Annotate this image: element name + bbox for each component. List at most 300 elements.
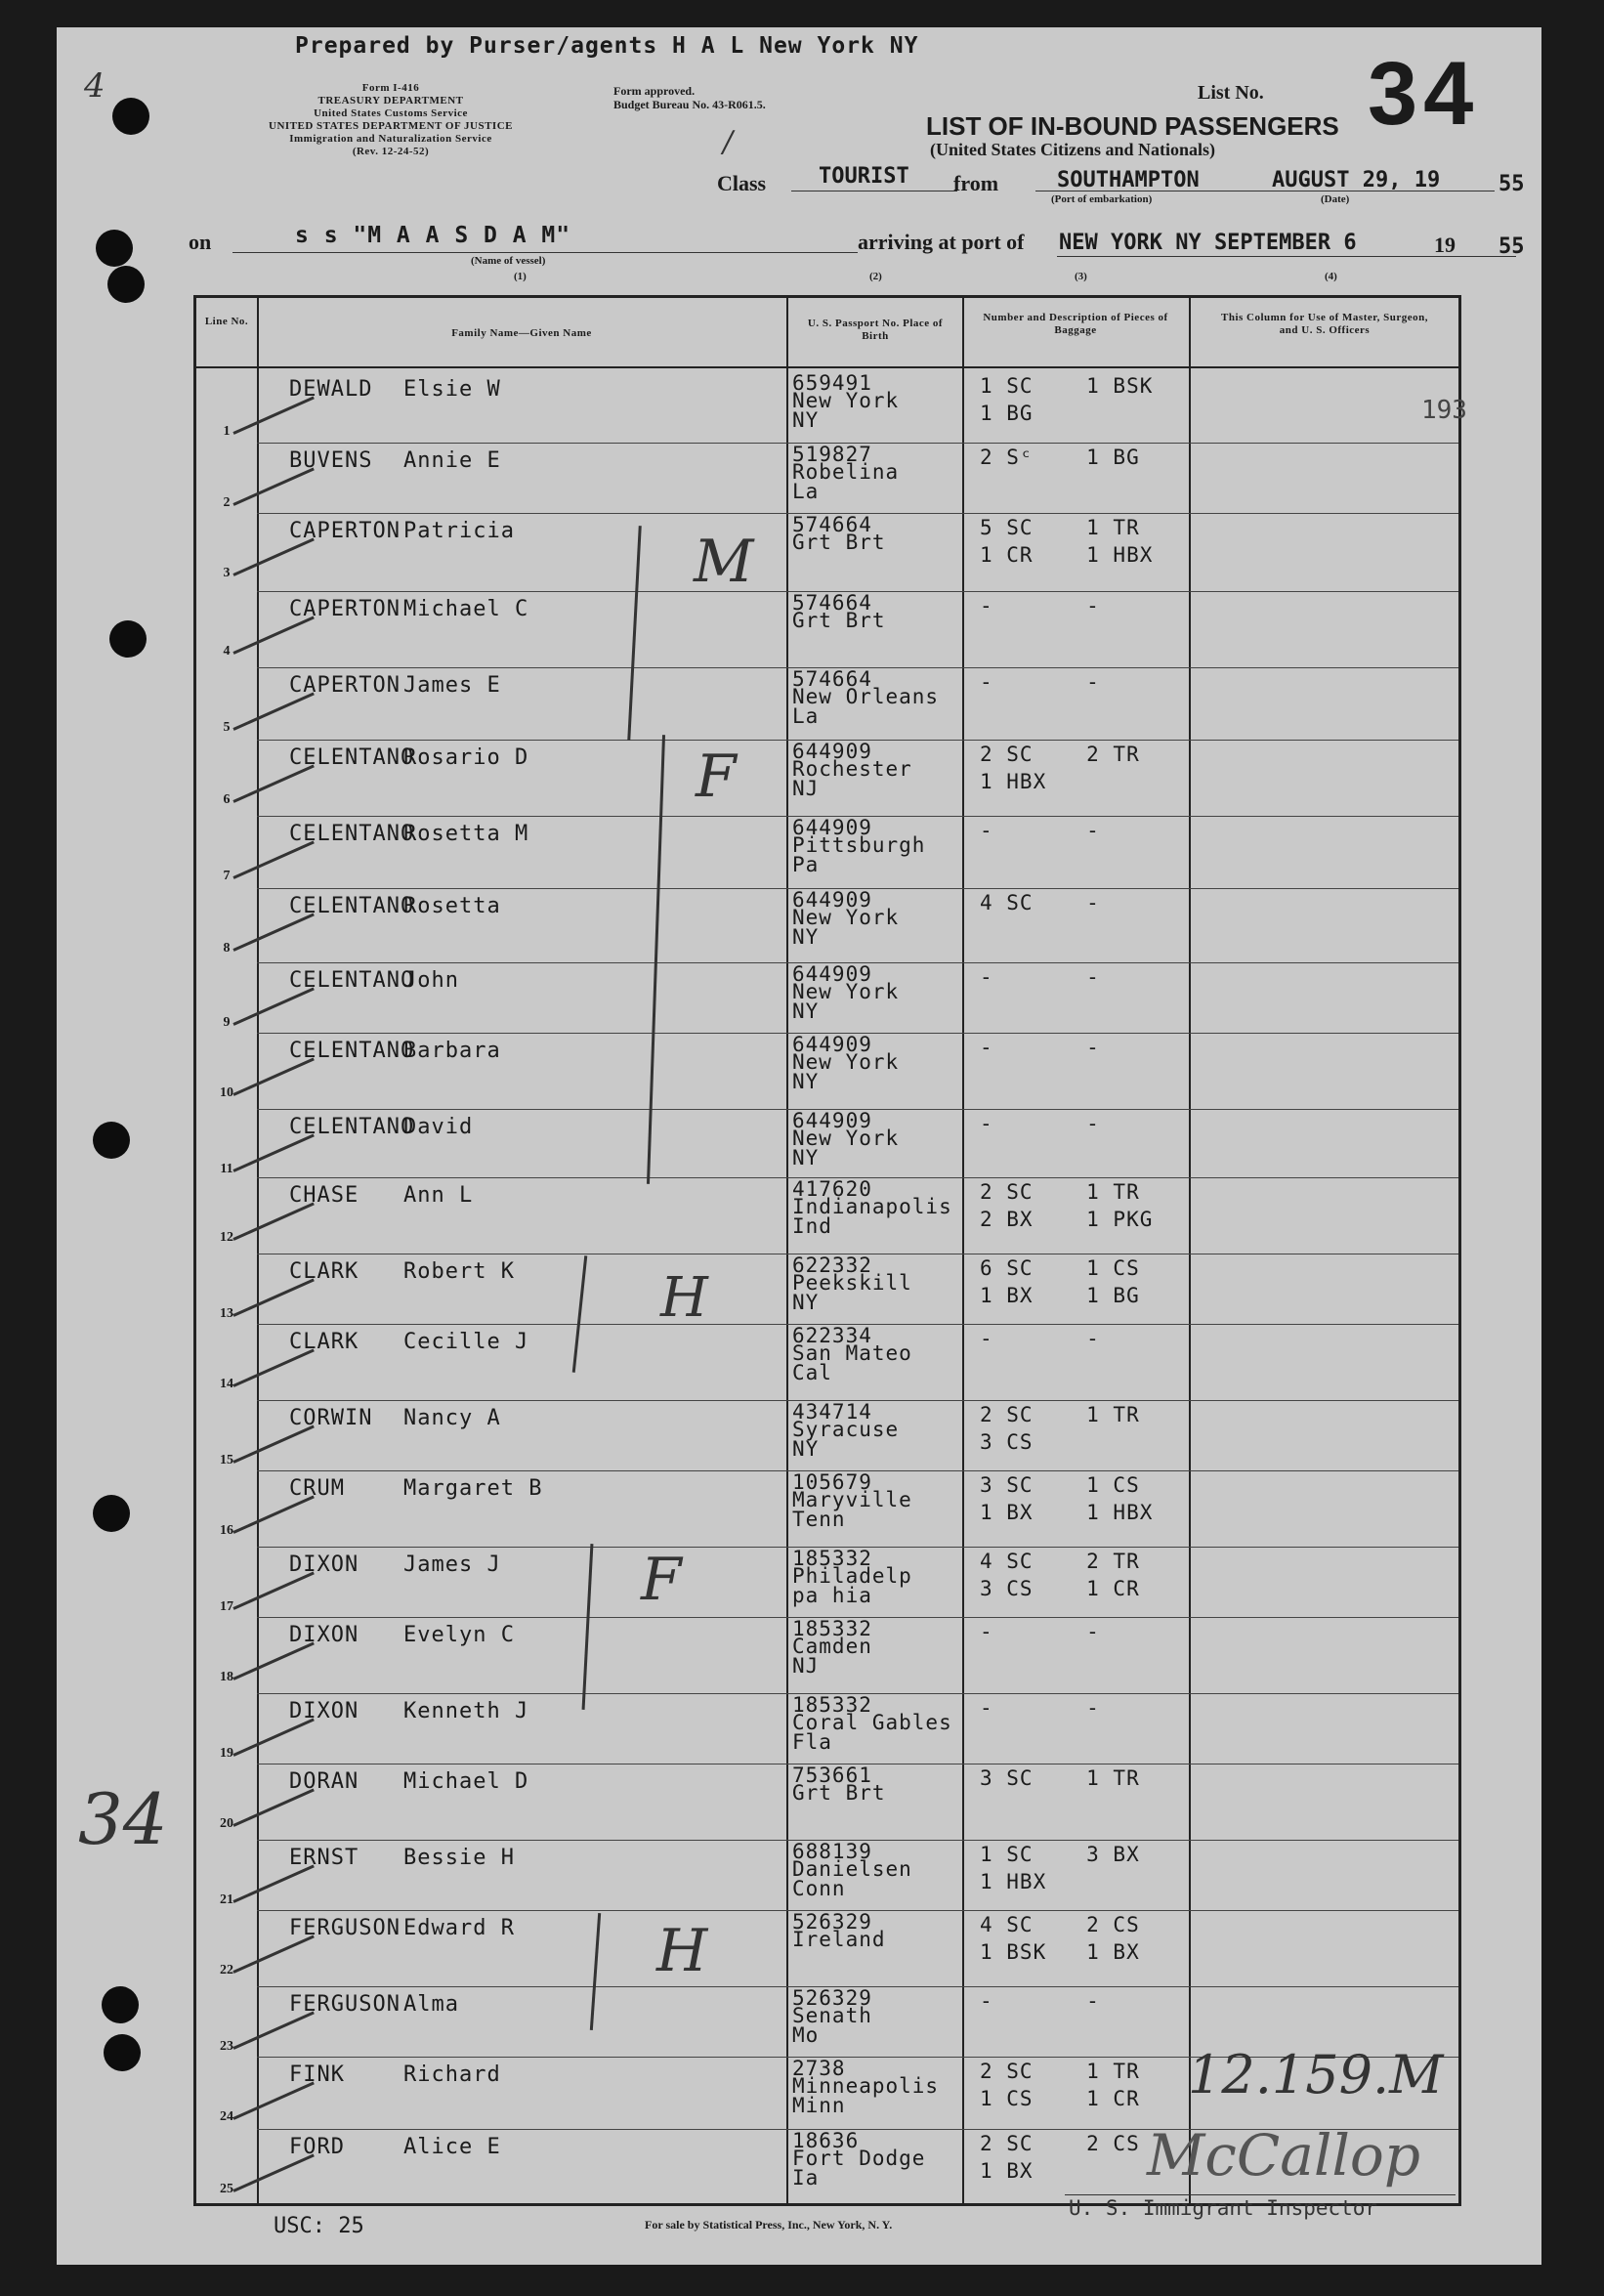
line-number: 22 xyxy=(220,1963,233,1977)
check-mark xyxy=(232,397,314,435)
punch-hole xyxy=(96,230,133,267)
header-officers: This Column for Use of Master, Surgeon, and U. S. Officers xyxy=(1220,312,1428,336)
given-name: Barbara xyxy=(403,1039,501,1063)
line-number: 15 xyxy=(220,1453,233,1467)
printer-note: For sale by Statistical Press, Inc., New York, N. Y. xyxy=(645,2218,893,2232)
punch-hole xyxy=(102,1986,139,2023)
passport-number: 519827 xyxy=(792,443,872,466)
baggage-line-1: 1 SC 3 BX xyxy=(980,1843,1140,1866)
birth-place: Camden xyxy=(792,1635,872,1658)
baggage-line-2: 1 BX 1 HBX xyxy=(980,1501,1154,1524)
vessel-underline xyxy=(232,252,858,253)
passport-number: 185332 xyxy=(792,1547,872,1570)
birth-place-region: NY xyxy=(792,408,820,432)
birth-place: New York xyxy=(792,389,900,412)
row-divider xyxy=(257,740,1458,741)
birth-place-region: NY xyxy=(792,1146,820,1169)
passport-number: 622332 xyxy=(792,1254,872,1277)
given-name: Alma xyxy=(403,1992,459,2017)
baggage-line-1: 2 SC 1 TR xyxy=(980,2060,1140,2083)
given-name: Edward R xyxy=(403,1916,515,1940)
check-mark xyxy=(232,617,314,655)
punch-hole xyxy=(104,2034,141,2071)
table-row xyxy=(196,888,1458,962)
form-approved-block xyxy=(613,84,766,111)
treasury-dept: TREASURY DEPARTMENT xyxy=(317,95,464,106)
birth-place: Danielsen xyxy=(792,1857,912,1881)
given-name: Annie E xyxy=(403,448,501,473)
table-row xyxy=(196,1254,1458,1328)
table-row xyxy=(196,740,1458,814)
birth-place-region: NJ xyxy=(792,1654,820,1678)
port-embark: SOUTHAMPTON xyxy=(1057,168,1200,192)
passport-number: 434714 xyxy=(792,1400,872,1424)
passport-number: 526329 xyxy=(792,1986,872,2010)
row-divider xyxy=(257,1910,1458,1911)
passport-number: 753661 xyxy=(792,1764,872,1787)
birth-place: Indianapolis xyxy=(792,1195,952,1218)
family-name: DORAN xyxy=(289,1769,359,1794)
list-subtitle: (United States Citizens and Nationals) xyxy=(930,140,1216,159)
officer-note: 193 xyxy=(1421,396,1467,425)
table-row xyxy=(196,1547,1458,1621)
form-approved: Form approved. xyxy=(613,84,696,98)
birth-place: Syracuse xyxy=(792,1418,900,1441)
birth-place: Grt Brt xyxy=(792,609,886,632)
passport-number: 185332 xyxy=(792,1693,872,1717)
line-number: 2 xyxy=(223,495,231,510)
check-mark xyxy=(232,914,314,952)
row-divider xyxy=(257,443,1458,444)
birth-place: San Mateo xyxy=(792,1341,912,1365)
birth-place: New York xyxy=(792,1127,900,1150)
port-embark-caption: (Port of embarkation) xyxy=(1051,193,1153,205)
birth-place-region: NY xyxy=(792,1291,820,1314)
check-mark xyxy=(232,1203,314,1241)
baggage-line-2: 1 BSK 1 BX xyxy=(980,1940,1140,1964)
birth-place-region: NJ xyxy=(792,777,820,800)
birth-place: Pittsburgh xyxy=(792,833,926,857)
check-mark xyxy=(232,1572,314,1610)
birth-place-region: NY xyxy=(792,1437,820,1461)
given-name: Bessie H xyxy=(403,1846,515,1870)
given-name: John xyxy=(403,968,459,993)
arriving-label: arriving at port of xyxy=(858,230,1025,254)
table-row xyxy=(196,1400,1458,1474)
baggage-line-2: 1 HBX xyxy=(980,770,1047,793)
passport-number: 644909 xyxy=(792,816,872,839)
table-row xyxy=(196,443,1458,517)
given-name: David xyxy=(403,1115,474,1139)
arrival-year-prefix: 19 xyxy=(1434,233,1456,257)
date-caption: (Date) xyxy=(1321,193,1350,205)
family-name: DEWALD xyxy=(289,377,373,402)
col-1-number: (1) xyxy=(514,271,527,282)
baggage-line-1: 2 SC 1 TR xyxy=(980,1403,1140,1426)
family-name: FORD xyxy=(289,2135,345,2159)
bracket-label-f: F xyxy=(696,743,737,811)
family-name: CELENTANO xyxy=(289,968,415,993)
table-row xyxy=(196,816,1458,890)
birth-place-region: NY xyxy=(792,1070,820,1093)
col-2-number: (2) xyxy=(869,271,882,282)
bracket-label-f: F xyxy=(641,1546,682,1614)
family-name: ERNST xyxy=(289,1846,359,1870)
birth-place-region: Conn xyxy=(792,1877,846,1900)
birth-place-region: La xyxy=(792,704,820,728)
family-name: DIXON xyxy=(289,1699,359,1723)
punch-hole xyxy=(107,266,145,303)
table-row xyxy=(196,1177,1458,1252)
given-name: Richard xyxy=(403,2062,501,2087)
bracket-label-h: H xyxy=(656,1917,708,1985)
baggage-line-2: 1 CR 1 HBX xyxy=(980,543,1154,567)
row-divider xyxy=(257,1324,1458,1325)
passport-number: 417620 xyxy=(792,1177,872,1201)
birth-place-region: Tenn xyxy=(792,1508,846,1531)
line-number: 10 xyxy=(220,1085,233,1100)
baggage-line-1: - - xyxy=(980,1989,1100,2013)
passport-number: 622334 xyxy=(792,1324,872,1347)
line-number: 13 xyxy=(220,1306,233,1321)
baggage-line-1: - - xyxy=(980,1112,1100,1135)
check-mark xyxy=(232,1935,314,1974)
baggage-line-1: 6 SC 1 CS xyxy=(980,1256,1140,1280)
given-name: Michael C xyxy=(403,597,529,621)
bracket-label-h: H xyxy=(660,1266,708,1330)
passport-number: 644909 xyxy=(792,888,872,912)
passport-number: 574664 xyxy=(792,667,872,691)
given-name: Nancy A xyxy=(403,1406,501,1430)
form-number: Form I-416 xyxy=(361,82,420,94)
baggage-line-1: 5 SC 1 TR xyxy=(980,516,1140,539)
given-name: Kenneth J xyxy=(403,1699,529,1723)
birth-place-region: La xyxy=(792,480,820,503)
family-name: CELENTANO xyxy=(289,894,415,918)
line-number: 3 xyxy=(223,566,231,580)
birth-place: New York xyxy=(792,906,900,929)
given-name: Michael D xyxy=(403,1769,529,1794)
given-name: Rosetta M xyxy=(403,822,529,846)
check-mark xyxy=(232,2154,314,2192)
table-row xyxy=(196,962,1458,1037)
family-name: CAPERTON xyxy=(289,519,401,543)
date-year: 55 xyxy=(1498,172,1525,196)
birth-place-region: Ind xyxy=(792,1214,832,1238)
punch-hole xyxy=(93,1495,130,1532)
header-divider xyxy=(196,366,1458,368)
given-name: Robert K xyxy=(403,1259,515,1284)
birth-place-region: NY xyxy=(792,999,820,1023)
arrival-port: NEW YORK NY SEPTEMBER 6 xyxy=(1059,231,1357,255)
family-name: CELENTANO xyxy=(289,745,415,770)
line-number: 8 xyxy=(223,941,231,956)
class-label: Class xyxy=(717,171,767,195)
birth-place-region: Minn xyxy=(792,2094,846,2117)
check-mark xyxy=(232,1496,314,1534)
line-number: 9 xyxy=(223,1015,231,1030)
birth-place-region: Fla xyxy=(792,1730,832,1754)
header-passport: U. S. Passport No. Place of Birth xyxy=(807,318,944,342)
form-revision: (Rev. 12-24-52) xyxy=(352,146,430,157)
check-mark xyxy=(232,2012,314,2050)
line-number: 4 xyxy=(223,644,231,659)
passport-number: 105679 xyxy=(792,1470,872,1494)
birth-place: New York xyxy=(792,1050,900,1074)
check-mark xyxy=(232,1425,314,1464)
birth-place: Fort Dodge xyxy=(792,2147,926,2170)
bracket-label-m: M xyxy=(694,528,754,596)
table-row xyxy=(196,1693,1458,1767)
table-row xyxy=(196,1910,1458,1984)
row-divider xyxy=(257,591,1458,592)
check-mark xyxy=(232,693,314,731)
line-number: 17 xyxy=(220,1599,233,1614)
list-title: LIST OF IN-BOUND PASSENGERS xyxy=(926,111,1339,141)
check-mark xyxy=(232,765,314,803)
margin-note-34: 34 xyxy=(78,1778,168,1860)
table-row xyxy=(196,591,1458,665)
arrival-year: 55 xyxy=(1498,234,1525,259)
table-row xyxy=(196,1840,1458,1914)
check-mark xyxy=(232,988,314,1026)
row-divider xyxy=(257,513,1458,514)
list-label: List No. xyxy=(1198,82,1264,104)
passport-number: 574664 xyxy=(792,591,872,615)
family-name: CRUM xyxy=(289,1476,345,1501)
baggage-line-1: 2 SC 2 TR xyxy=(980,743,1140,766)
line-number: 1 xyxy=(223,424,231,439)
check-mark xyxy=(232,1134,314,1172)
ins-service: Immigration and Naturalization Service xyxy=(289,133,492,145)
header-name: Family Name—Given Name xyxy=(451,327,592,339)
given-name: Ann L xyxy=(403,1183,474,1208)
line-number: 16 xyxy=(220,1523,233,1538)
row-divider xyxy=(257,1764,1458,1765)
passport-number: 574664 xyxy=(792,513,872,536)
passport-number: 644909 xyxy=(792,740,872,763)
row-divider xyxy=(257,1840,1458,1841)
given-name: James E xyxy=(403,673,501,698)
usc-code: USC: 25 xyxy=(274,2214,364,2238)
passport-number: 688139 xyxy=(792,1840,872,1863)
birth-place-region: Mo xyxy=(792,2023,820,2047)
line-number: 24 xyxy=(220,2109,233,2124)
family-name: CORWIN xyxy=(289,1406,373,1430)
budget-bureau: Budget Bureau No. 43-R061.5. xyxy=(613,98,766,111)
line-number: 14 xyxy=(220,1377,233,1391)
family-name: DIXON xyxy=(289,1623,359,1647)
tick-mark: / xyxy=(723,125,734,159)
baggage-line-1: - - xyxy=(980,819,1100,842)
family-name: FERGUSON xyxy=(289,1992,401,2017)
given-name: Rosetta xyxy=(403,894,501,918)
vessel-caption: (Name of vessel) xyxy=(471,255,546,267)
baggage-line-2: 3 CS 1 CR xyxy=(980,1577,1140,1600)
line-number: 20 xyxy=(220,1816,233,1831)
family-name: BUVENS xyxy=(289,448,373,473)
vessel-name: s s "M A A S D A M" xyxy=(295,223,571,248)
family-name: CAPERTON xyxy=(289,673,401,698)
given-name: James J xyxy=(403,1552,501,1577)
given-name: Cecille J xyxy=(403,1330,529,1354)
punch-hole xyxy=(109,620,147,658)
passport-number: 526329 xyxy=(792,1910,872,1934)
baggage-line-2: 1 BX 1 BG xyxy=(980,1284,1140,1307)
baggage-line-1: - - xyxy=(980,1327,1100,1350)
baggage-line-1: - - xyxy=(980,1036,1100,1059)
passport-number: 18636 xyxy=(792,2129,860,2152)
inspector-caption: U. S. Immigrant Inspector xyxy=(1069,2196,1378,2220)
birth-place-region: Pa xyxy=(792,853,820,876)
arrival-underline xyxy=(1057,256,1516,257)
baggage-line-1: 2 SC 2 CS xyxy=(980,2132,1140,2155)
birth-place: Robelina xyxy=(792,460,900,484)
line-number: 5 xyxy=(223,720,231,735)
given-name: Margaret B xyxy=(403,1476,543,1501)
row-divider xyxy=(257,1986,1458,1987)
birth-place: Peekskill xyxy=(792,1271,912,1295)
baggage-line-1: 3 SC 1 CS xyxy=(980,1473,1140,1497)
baggage-line-1: 1 SC 1 BSK xyxy=(980,374,1154,398)
passenger-table xyxy=(193,295,1467,2206)
passport-number: 644909 xyxy=(792,962,872,986)
row-divider xyxy=(257,1400,1458,1401)
passport-number: 644909 xyxy=(792,1033,872,1056)
line-number: 23 xyxy=(220,2039,233,2054)
birth-place: New York xyxy=(792,980,900,1003)
given-name: Patricia xyxy=(403,519,515,543)
given-name: Rosario D xyxy=(403,745,529,770)
check-mark xyxy=(232,2082,314,2120)
table-row xyxy=(196,1617,1458,1691)
col-4-number: (4) xyxy=(1325,271,1337,282)
row-divider xyxy=(257,962,1458,963)
justice-dept: UNITED STATES DEPARTMENT OF JUSTICE xyxy=(269,120,513,132)
birth-place: Senath xyxy=(792,2004,872,2027)
col-3-number: (3) xyxy=(1075,271,1087,282)
family-name: CHASE xyxy=(289,1183,359,1208)
line-number: 11 xyxy=(220,1162,233,1176)
table-row xyxy=(196,513,1458,587)
line-number: 18 xyxy=(220,1670,233,1684)
check-mark xyxy=(232,1719,314,1757)
birth-place: Philadelp xyxy=(792,1564,912,1588)
baggage-line-2: 3 CS xyxy=(980,1430,1034,1454)
line-number: 12 xyxy=(220,1230,233,1245)
baggage-line-1: 3 SC 1 TR xyxy=(980,1766,1140,1790)
family-name: CELENTANO xyxy=(289,1115,415,1139)
check-mark xyxy=(232,1058,314,1096)
birth-place: Grt Brt xyxy=(792,1781,886,1805)
baggage-line-1: 4 SC - xyxy=(980,891,1100,914)
birth-place-region: Cal xyxy=(792,1361,832,1384)
prepared-by: Prepared by Purser/agents H A L New York NY xyxy=(295,33,919,59)
signature-line xyxy=(1065,2194,1456,2195)
baggage-line-1: 4 SC 2 TR xyxy=(980,1550,1140,1573)
family-name: CLARK xyxy=(289,1330,359,1354)
class-value: TOURIST xyxy=(819,164,909,189)
family-name: CAPERTON xyxy=(289,597,401,621)
family-name: CELENTANO xyxy=(289,1039,415,1063)
table-row xyxy=(196,667,1458,742)
customs-service: United States Customs Service xyxy=(314,107,468,119)
inspector-signature: McCallop xyxy=(1147,2122,1420,2189)
given-name: Elsie W xyxy=(403,377,501,402)
birth-place: Coral Gables xyxy=(792,1711,952,1734)
baggage-line-1: - - xyxy=(980,965,1100,989)
check-mark xyxy=(232,538,314,576)
birth-place-region: pa hia xyxy=(792,1584,872,1607)
form-block xyxy=(195,82,586,158)
passport-number: 185332 xyxy=(792,1617,872,1640)
family-name: FINK xyxy=(289,2062,345,2087)
header-baggage: Number and Description of Pieces of Baggage xyxy=(983,312,1168,336)
passport-number: 659491 xyxy=(792,371,872,395)
birth-place: Ireland xyxy=(792,1928,886,1951)
row-divider xyxy=(257,1177,1458,1178)
line-number: 25 xyxy=(220,2182,233,2196)
passport-number: 644909 xyxy=(792,1109,872,1132)
birth-place: New Orleans xyxy=(792,685,940,708)
check-mark xyxy=(232,468,314,506)
line-number: 7 xyxy=(223,869,231,883)
birth-place: Maryville xyxy=(792,1488,912,1511)
baggage-line-1: - - xyxy=(980,670,1100,694)
baggage-line-1: - - xyxy=(980,594,1100,617)
table-row xyxy=(196,1764,1458,1838)
table-row xyxy=(196,371,1458,446)
row-divider xyxy=(257,1617,1458,1618)
birth-place: Grt Brt xyxy=(792,531,886,554)
line-number: 21 xyxy=(220,1892,233,1907)
row-divider xyxy=(257,667,1458,668)
birth-place: Rochester xyxy=(792,757,912,781)
punch-hole xyxy=(93,1122,130,1159)
baggage-line-1: 2 Sᶜ 1 BG xyxy=(980,446,1140,469)
family-name: DIXON xyxy=(289,1552,359,1577)
list-number: 34 xyxy=(1368,44,1480,144)
check-mark xyxy=(232,1789,314,1827)
from-label: from xyxy=(953,171,999,195)
row-divider xyxy=(257,816,1458,817)
row-divider xyxy=(257,1470,1458,1471)
row-divider xyxy=(257,1547,1458,1548)
baggage-line-1: 4 SC 2 CS xyxy=(980,1913,1140,1936)
baggage-line-1: - - xyxy=(980,1696,1100,1720)
baggage-line-2: 2 BX 1 PKG xyxy=(980,1208,1154,1231)
punch-hole xyxy=(112,98,149,135)
passport-number: 2738 xyxy=(792,2057,846,2080)
baggage-line-2: 1 BG xyxy=(980,402,1034,425)
table-row xyxy=(196,1109,1458,1183)
table-row xyxy=(196,1324,1458,1398)
baggage-line-2: 1 BX xyxy=(980,2159,1034,2183)
header-line-no: Line No. xyxy=(204,316,249,327)
check-mark xyxy=(232,1349,314,1387)
row-divider xyxy=(257,1693,1458,1694)
baggage-line-2: 1 HBX xyxy=(980,1870,1047,1893)
date-value: AUGUST 29, 19 xyxy=(1272,168,1441,192)
family-name: FERGUSON xyxy=(289,1916,401,1940)
row-divider xyxy=(257,1109,1458,1110)
margin-note-4: 4 xyxy=(84,66,106,106)
family-name: CELENTANO xyxy=(289,822,415,846)
baggage-line-1: - - xyxy=(980,1620,1100,1643)
table-row xyxy=(196,1470,1458,1545)
line-number: 19 xyxy=(220,1746,233,1761)
row-divider xyxy=(257,888,1458,889)
